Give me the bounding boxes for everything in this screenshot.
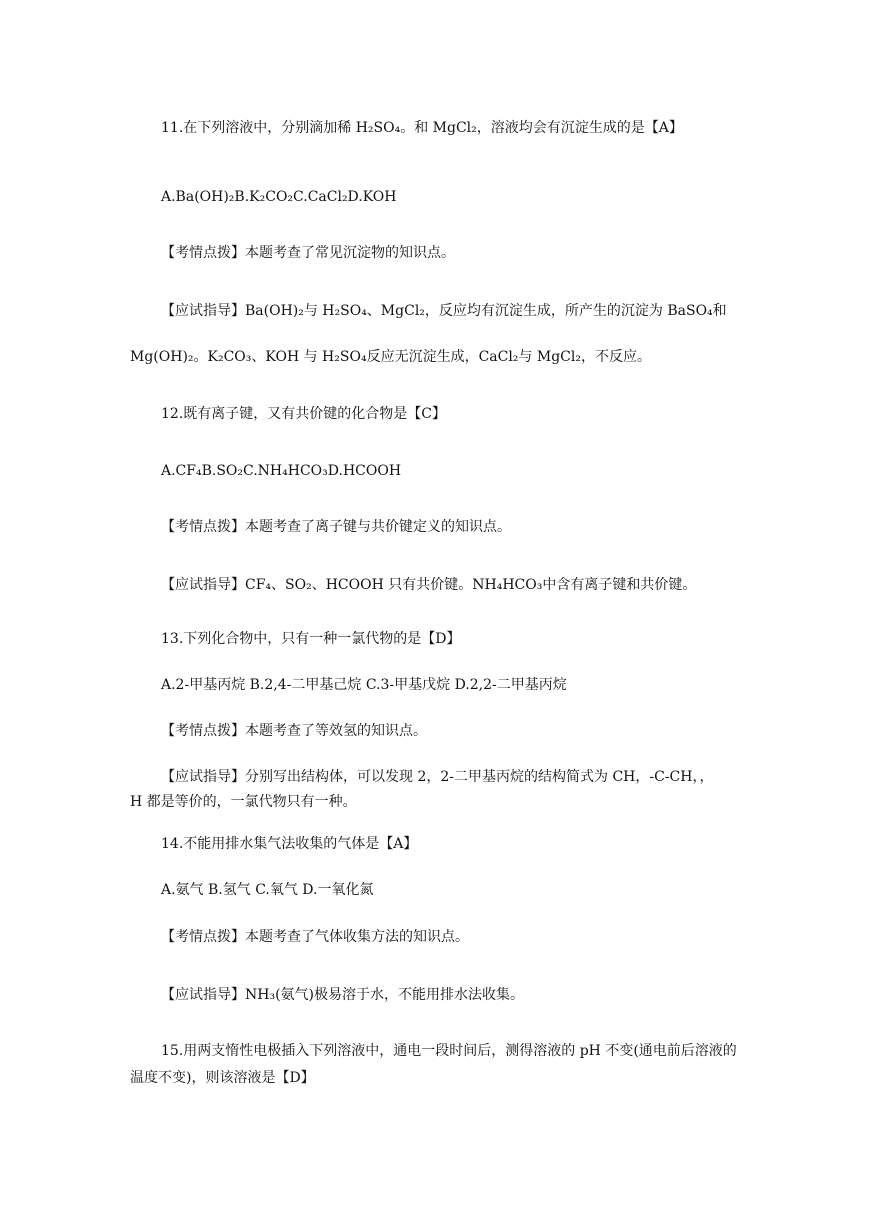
question-15-stem: 15.用两支惰性电极插入下列溶液中，通电一段时间后，测得溶液的 pH 不变(通电前后溶液的温度不变)，则该溶液是【D】 bbox=[130, 1043, 737, 1086]
question-11-guide-line2: Mg(OH)₂。K₂CO₃、KOH 与 H₂SO₄反应无沉淀生成，CaCl₂与 MgCl₂，不反应。 bbox=[130, 349, 651, 365]
question-11-options: A.Ba(OH)₂B.K₂CO₂C.CaCl₂D.KOH bbox=[161, 189, 397, 205]
question-13-guide-line2: H 都是等价的，一氯代物只有一种。 bbox=[130, 794, 357, 810]
question-13-guide-line1: 【应试指导】分别写出结构体，可以发现 2，2-二甲基丙烷的结构简式为 CH，-C-CH，， bbox=[161, 769, 714, 785]
question-14-point: 【考情点拨】本题考查了气体收集方法的知识点。 bbox=[161, 929, 469, 945]
question-12-point: 【考情点拨】本题考查了离子键与共价键定义的知识点。 bbox=[161, 519, 511, 535]
question-12-stem: 12.既有离子键，又有共价键的化合物是【C】 bbox=[161, 406, 446, 422]
question-11-point: 【考情点拨】本题考查了常见沉淀物的知识点。 bbox=[161, 245, 455, 261]
question-11-stem: 11.在下列溶液中，分别滴加稀 H₂SO₄。和 MgCl₂，溶液均会有沉淀生成的是【A】 bbox=[161, 120, 683, 136]
question-14-guide: 【应试指导】NH₃(氨气)极易溶于水，不能用排水法收集。 bbox=[161, 987, 524, 1003]
question-13-options: A.2-甲基丙烷 B.2,4-二甲基己烷 C.3-甲基戊烷 D.2,2-二甲基丙烷 bbox=[161, 677, 567, 693]
question-13-point: 【考情点拨】本题考查了等效氢的知识点。 bbox=[161, 723, 427, 739]
question-12-options: A.CF₄B.SO₂C.NH₄HCO₃D.HCOOH bbox=[161, 463, 402, 479]
question-14-stem: 14.不能用排水集气法收集的气体是【A】 bbox=[161, 836, 418, 852]
question-13-stem: 13.下列化合物中，只有一种一氯代物的是【D】 bbox=[161, 631, 461, 647]
question-11-guide-line1: 【应试指导】Ba(OH)₂与 H₂SO₄、MgCl₂，反应均有沉淀生成，所产生的沉淀为 BaSO₄和 bbox=[161, 303, 727, 319]
question-14-options: A.氨气 B.氢气 C.氧气 D.一氧化氮 bbox=[161, 882, 374, 898]
question-12-guide: 【应试指导】CF₄、SO₂、HCOOH 只有共价键。NH₄HCO₃中含有离子键和共价键。 bbox=[161, 577, 697, 593]
